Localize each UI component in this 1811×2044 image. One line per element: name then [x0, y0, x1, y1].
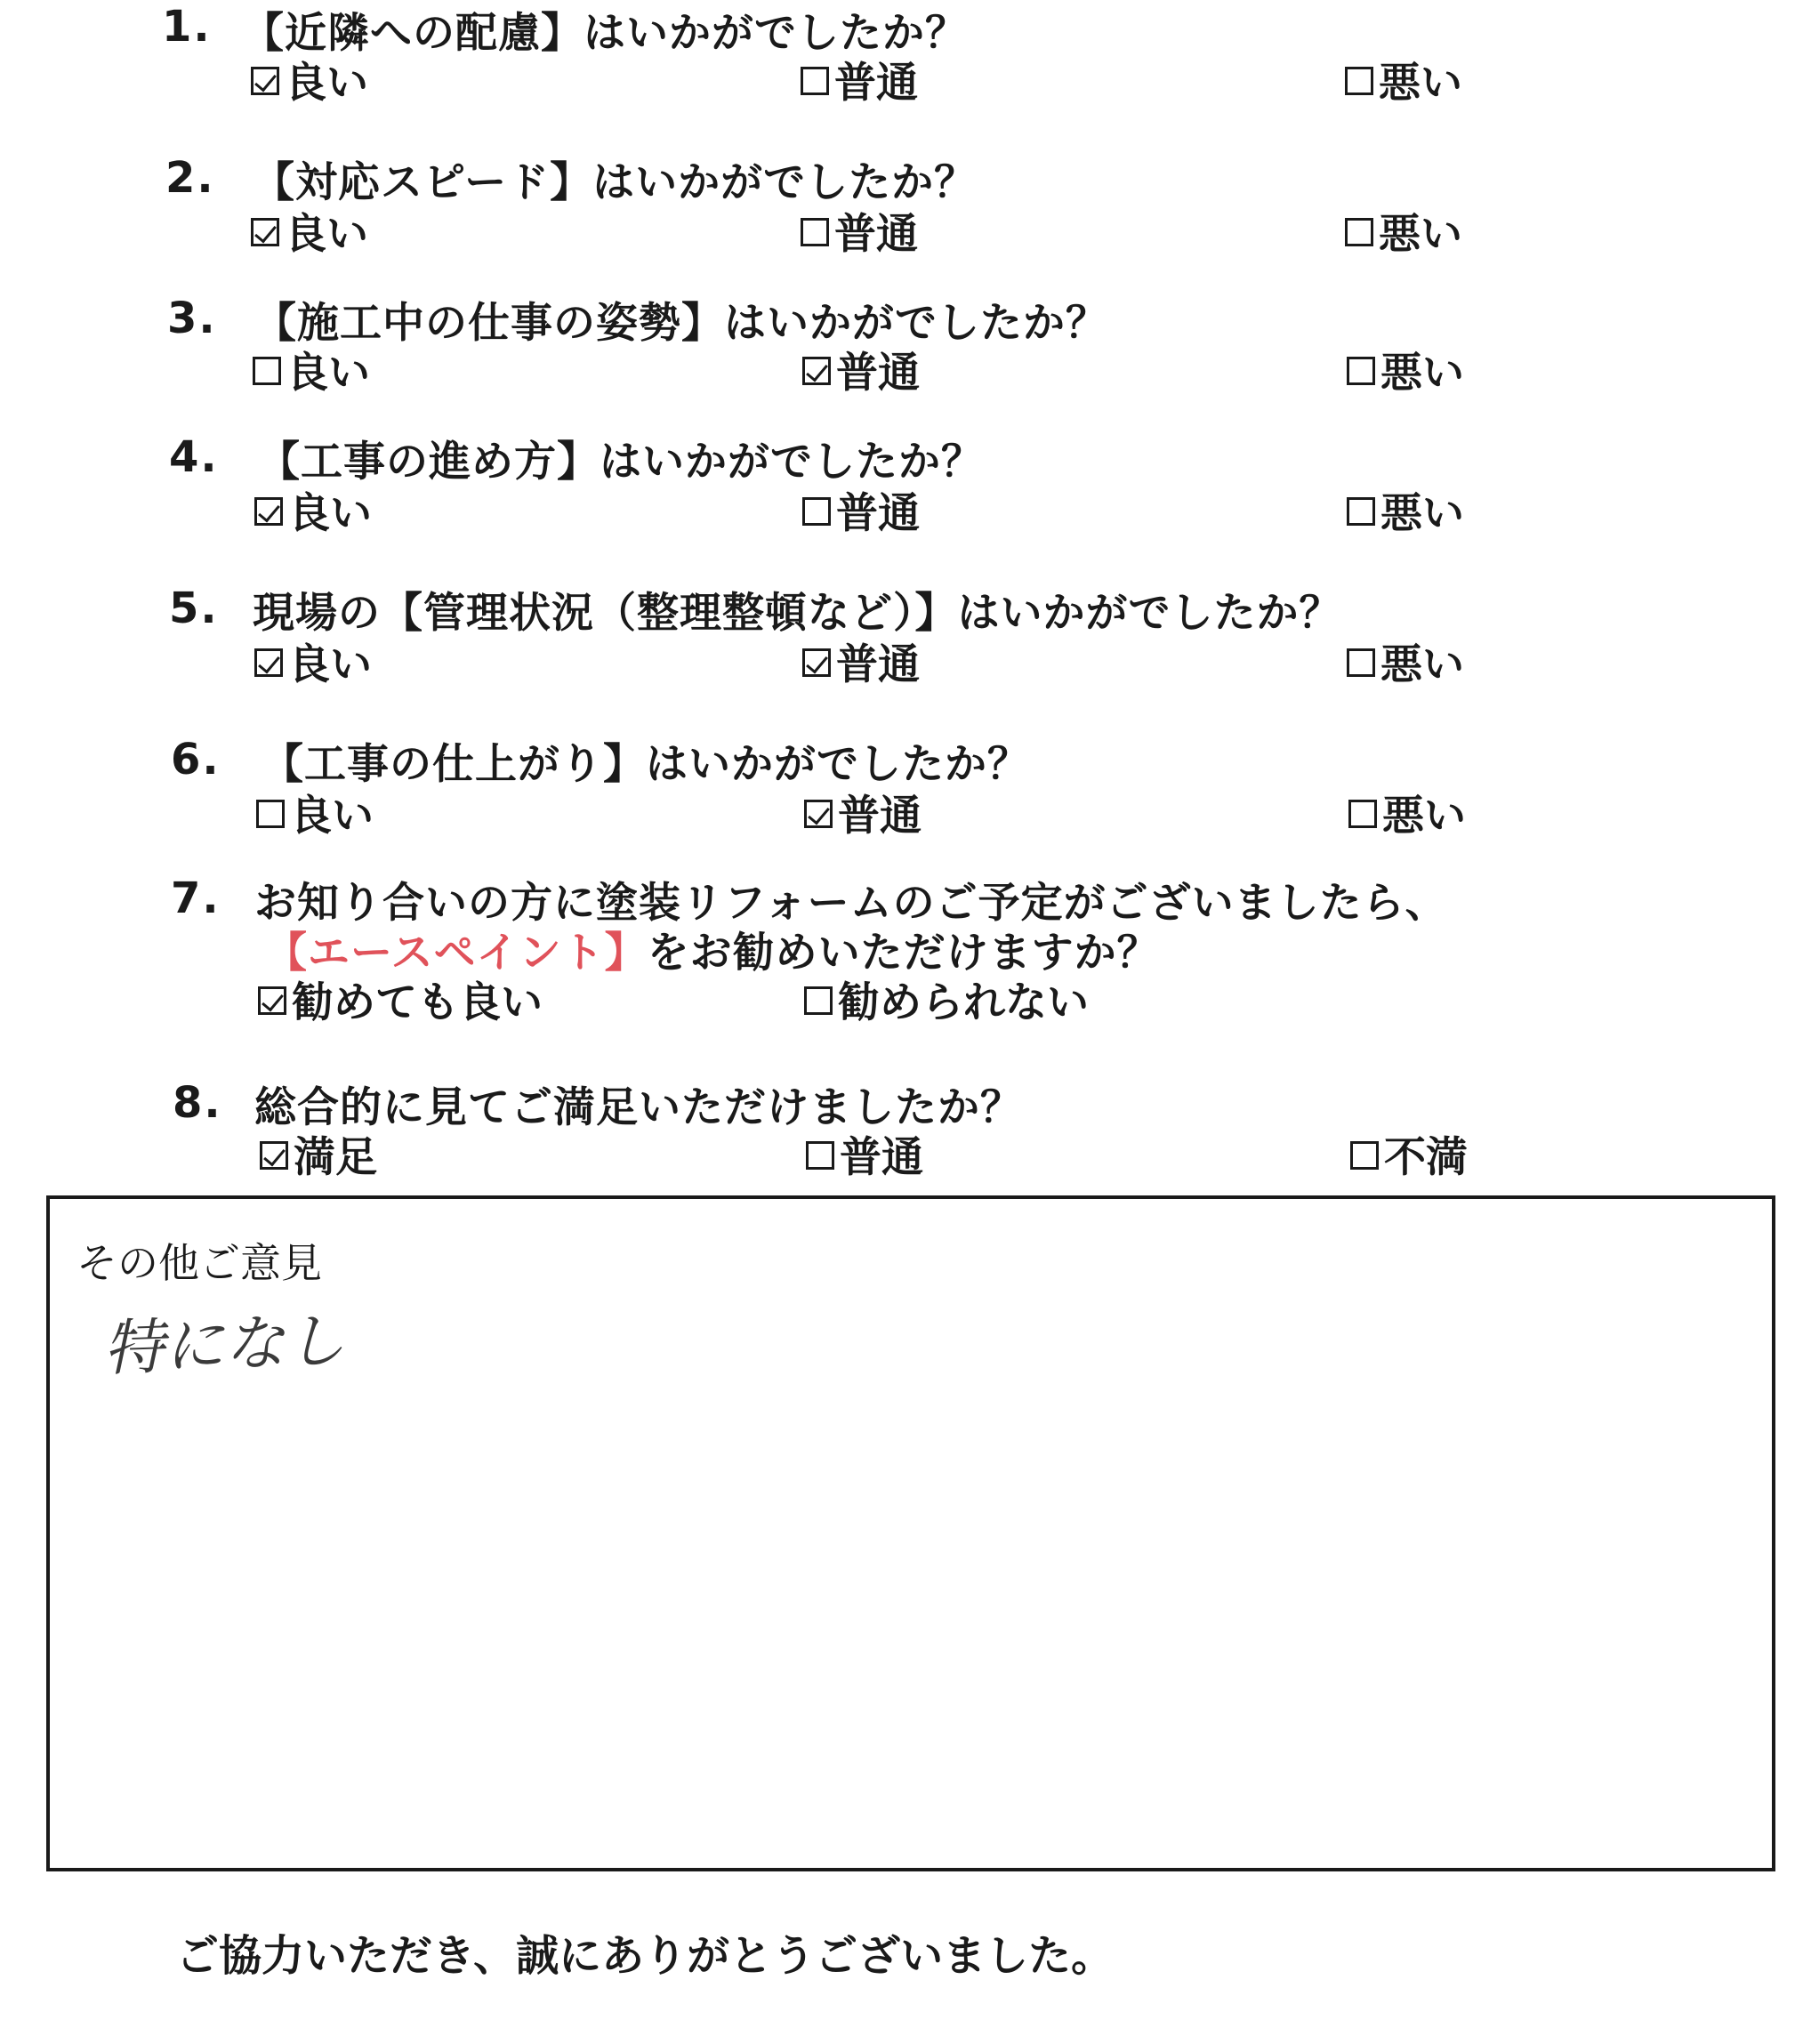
option-label: 良い [285, 210, 368, 259]
checkbox[interactable] [1347, 357, 1375, 385]
option-label: 悪い [1382, 792, 1466, 841]
option-label: 悪い [1380, 489, 1464, 538]
question-text: 【工事の仕上がり】はいかがでしたか？ [262, 740, 1030, 789]
option-good[interactable] [253, 340, 370, 399]
checkbox[interactable] [253, 357, 281, 385]
thanks-message: ご協力いただき、誠にありがとうございました。 [176, 1931, 1115, 1981]
option-label: 良い [288, 640, 372, 689]
option-bad[interactable] [1347, 632, 1464, 691]
option-label: 普通 [836, 489, 920, 538]
option-label: 普通 [834, 59, 918, 108]
checkbox-checked[interactable] [254, 497, 283, 526]
checkbox-checked[interactable] [258, 986, 286, 1015]
option-recommend[interactable] [258, 970, 543, 1029]
option-bad[interactable] [1348, 783, 1466, 842]
checkbox[interactable] [256, 800, 285, 828]
question-text: 【近隣への配慮】はいかがでしたか？ [242, 9, 968, 58]
checkbox-checked[interactable] [251, 218, 279, 246]
question-text: お知り合いの方に塗装リフォームのご予定がございましたら、 [254, 879, 1448, 928]
option-normal[interactable] [801, 201, 918, 261]
question-number: 7. [171, 873, 221, 923]
opinion-handwritten-text: 特になし [101, 1306, 347, 1385]
opinion-textarea[interactable] [46, 1195, 1775, 1871]
option-normal[interactable] [806, 1124, 923, 1184]
option-label: 普通 [834, 210, 918, 259]
option-label: 良い [286, 349, 370, 398]
option-good[interactable] [254, 480, 372, 540]
option-label: 悪い [1379, 59, 1462, 108]
checkbox[interactable] [1345, 67, 1373, 95]
opinion-label: その他ご意見 [76, 1239, 322, 1287]
question-text: 【施工中の仕事の姿勢】はいかがでしたか？ [254, 299, 1108, 348]
question-text: 現場の【管理状況（整理整頓など）】はいかがでしたか？ [253, 589, 1342, 638]
option-good[interactable] [254, 632, 372, 691]
option-label: 良い [288, 489, 372, 538]
option-normal[interactable] [802, 632, 920, 691]
checkbox-checked[interactable] [802, 357, 831, 385]
option-normal[interactable] [802, 340, 920, 399]
question-number: 5. [169, 583, 219, 633]
checkbox[interactable] [1347, 497, 1375, 526]
checkbox-checked[interactable] [251, 67, 279, 95]
option-label: 勧めても良い [292, 978, 543, 1027]
option-label: 普通 [836, 640, 920, 689]
option-normal[interactable] [802, 480, 920, 540]
question-number: 6. [171, 735, 221, 785]
checkbox[interactable] [1350, 1141, 1379, 1170]
checkbox[interactable] [801, 218, 829, 246]
option-label: 悪い [1380, 640, 1464, 689]
option-satisfied[interactable] [260, 1124, 377, 1184]
option-dissatisfied[interactable] [1350, 1124, 1468, 1184]
option-label: 不満 [1384, 1133, 1468, 1182]
option-normal[interactable] [801, 50, 918, 109]
checkbox[interactable] [1348, 800, 1377, 828]
checkbox[interactable] [804, 986, 833, 1015]
question-number: 4. [169, 432, 219, 482]
option-good[interactable] [256, 783, 374, 842]
option-label: 悪い [1380, 349, 1464, 398]
question-text: 【工事の進め方】はいかがでしたか？ [258, 438, 984, 487]
checkbox[interactable] [1347, 648, 1375, 677]
checkbox[interactable] [802, 497, 831, 526]
question-number: 3. [167, 294, 217, 343]
brand-name: 【エースペイント】 [265, 929, 648, 978]
option-normal[interactable] [804, 783, 922, 842]
option-label: 普通 [838, 792, 922, 841]
option-label: 満足 [294, 1133, 377, 1182]
option-not-recommend[interactable] [804, 970, 1089, 1029]
question-number: 1. [162, 2, 212, 52]
checkbox-checked[interactable] [260, 1141, 288, 1170]
checkbox-checked[interactable] [254, 648, 283, 677]
question-number: 8. [173, 1078, 222, 1128]
option-label: 良い [290, 792, 374, 841]
question-text-line2-rest: をお勧めいただけますか？ [647, 929, 1160, 978]
option-label: 悪い [1379, 210, 1462, 259]
checkbox-checked[interactable] [804, 800, 833, 828]
checkbox-checked[interactable] [802, 648, 831, 677]
option-good[interactable] [251, 50, 368, 109]
option-label: 勧められない [838, 978, 1089, 1027]
option-bad[interactable] [1345, 201, 1462, 261]
option-bad[interactable] [1347, 340, 1464, 399]
option-bad[interactable] [1345, 50, 1462, 109]
option-label: 普通 [836, 349, 920, 398]
question-text: 【対応スピード】はいかがでしたか？ [253, 158, 978, 207]
checkbox[interactable] [1345, 218, 1373, 246]
question-text: 総合的に見てご満足いただけましたか？ [254, 1083, 1023, 1132]
option-good[interactable] [251, 201, 368, 261]
checkbox[interactable] [806, 1141, 834, 1170]
option-label: 良い [285, 59, 368, 108]
question-number: 2. [165, 153, 215, 203]
checkbox[interactable] [801, 67, 829, 95]
option-bad[interactable] [1347, 480, 1464, 540]
option-label: 普通 [840, 1133, 923, 1182]
